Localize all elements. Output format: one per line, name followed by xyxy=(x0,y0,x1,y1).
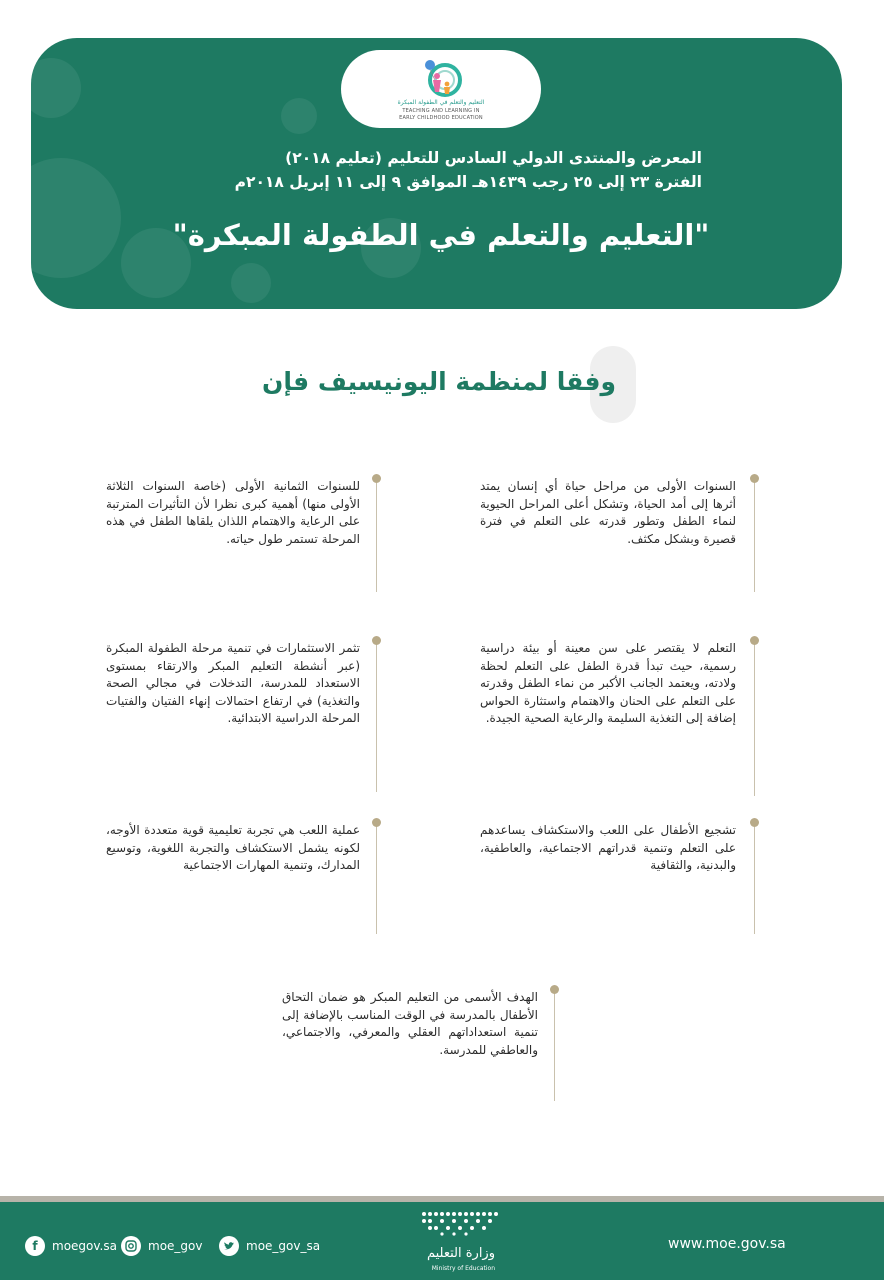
footer xyxy=(0,1202,884,1280)
facebook-icon: f xyxy=(25,1236,45,1256)
instagram-handle: moe_gov xyxy=(148,1239,203,1253)
block-text: تشجيع الأطفال على اللعب والاستكشاف يساعدهم على التعلم وتنمية قدراتهم الاجتماعية، والعاطفية، والبدنية، والثقافية xyxy=(480,823,736,873)
block-rule xyxy=(376,826,377,934)
ministry-name-english: Ministry of Education xyxy=(431,1265,495,1272)
content-block xyxy=(480,474,764,592)
block-text: عملية اللعب هي تجربة تعليمية قوية متعددة الأوجه، لكونه يشمل الاستكشاف والتجربة اللغوية، وتوسيع المدارك، وتنمية المهارات الاجتماعية xyxy=(106,823,360,873)
block-rule xyxy=(754,826,755,934)
block-text: الهدف الأسمى من التعليم المبكر هو ضمان التحاق الأطفال بالمدرسة في الوقت المناسب بالإضافة إلى تنمية استعداداتهم العقلي والمعرفي، والاجتماعي، والعاطفي للمدرسة. xyxy=(282,990,538,1057)
content-block xyxy=(480,636,764,796)
content-block xyxy=(106,636,388,796)
page-title: "التعليم والتعلم في الطفولة المبكرة" xyxy=(172,218,710,252)
decor-bubble xyxy=(281,98,317,134)
event-dates: الفترة ٢٣ إلى ٢٥ رجب ١٤٣٩هـ الموافق ٩ إلى ١١ إبريل ٢٠١٨م xyxy=(234,173,702,191)
twitter-link[interactable] xyxy=(219,1236,320,1256)
block-text: للسنوات الثمانية الأولى (خاصة السنوات الثلاثة الأولى منها) أهمية كبرى نظرا لأن التأثيرات المترتبة على الرعاية والاهتمام اللذان يلقاها الطفل في هذه المرحلة تستمر طول حياته. xyxy=(106,479,360,546)
content-block xyxy=(106,474,388,592)
content-block xyxy=(282,985,562,1103)
twitter-icon xyxy=(219,1236,239,1256)
logo-english-line2: EARLY CHILDHOOD EDUCATION xyxy=(399,115,483,121)
block-rule xyxy=(376,644,377,792)
twitter-handle: moe_gov_sa xyxy=(246,1239,321,1253)
content-block xyxy=(106,818,388,934)
logo-english-line1: TEACHING AND LEARNING IN xyxy=(402,108,480,114)
block-rule xyxy=(376,482,377,592)
block-rule xyxy=(554,993,555,1101)
block-bullet-dot xyxy=(750,636,759,645)
block-bullet-dot xyxy=(372,636,381,645)
instagram-icon xyxy=(121,1236,141,1256)
block-bullet-dot xyxy=(550,985,559,994)
block-rule xyxy=(754,644,755,796)
block-bullet-dot xyxy=(372,818,381,827)
ministry-name-arabic: وزارة التعليم xyxy=(426,1246,495,1261)
section-heading: وفقا لمنظمة اليونيسيف فإن xyxy=(262,367,616,396)
event-logo xyxy=(341,50,541,128)
decor-bubble xyxy=(231,263,271,303)
block-text: التعلم لا يقتصر على سن معينة أو بيئة دراسية رسمية، حيث تبدأ قدرة الطفل على التعلم لحظة ولادته، ويعتمد الجانب الأكبر من نماء الطفل وقدرته على التعلم على الحنان والاهتمام واستثارة الحواس إضافة إلى التغذية السليمة والرعاية الصحية الجيدة. xyxy=(480,641,736,726)
child-balloon-icon xyxy=(417,56,465,100)
instagram-link[interactable] xyxy=(121,1236,202,1256)
facebook-handle: moegov.sa xyxy=(52,1239,117,1253)
ministry-dots-icon xyxy=(420,1210,500,1236)
block-bullet-dot xyxy=(750,818,759,827)
block-text: السنوات الأولى من مراحل حياة أي إنسان يمتد أثرها إلى أمد الحياة، وتشكل أعلى المراحل الحيوية لنماء الطفل وتطور قدرته على التعلم في فترة قصيرة وبشكل مكثف. xyxy=(480,479,736,546)
logo-arabic-text: التعليم والتعلم في الطفولة المبكرة xyxy=(397,99,485,106)
content-block xyxy=(480,818,764,934)
website-link[interactable]: www.moe.gov.sa xyxy=(668,1236,786,1252)
block-bullet-dot xyxy=(372,474,381,483)
block-bullet-dot xyxy=(750,474,759,483)
decor-bubble xyxy=(31,58,81,118)
facebook-link[interactable] xyxy=(25,1236,117,1256)
event-name: المعرض والمنتدى الدولي السادس للتعليم (تعليم ٢٠١٨) xyxy=(285,149,702,167)
block-rule xyxy=(754,482,755,592)
block-text: تثمر الاستثمارات في تنمية مرحلة الطفولة المبكرة (عبر أنشطة التعليم المبكر والارتقاء بمستوى الاستعداد للمدرسة، التدخلات في مجالي الصحة والتغذية) في ارتفاع احتمالات إنهاء الفتيان والفتيات المرحلة الدراسية الابتدائية. xyxy=(106,641,360,726)
header-banner xyxy=(31,38,842,309)
ministry-logo xyxy=(380,1210,505,1276)
